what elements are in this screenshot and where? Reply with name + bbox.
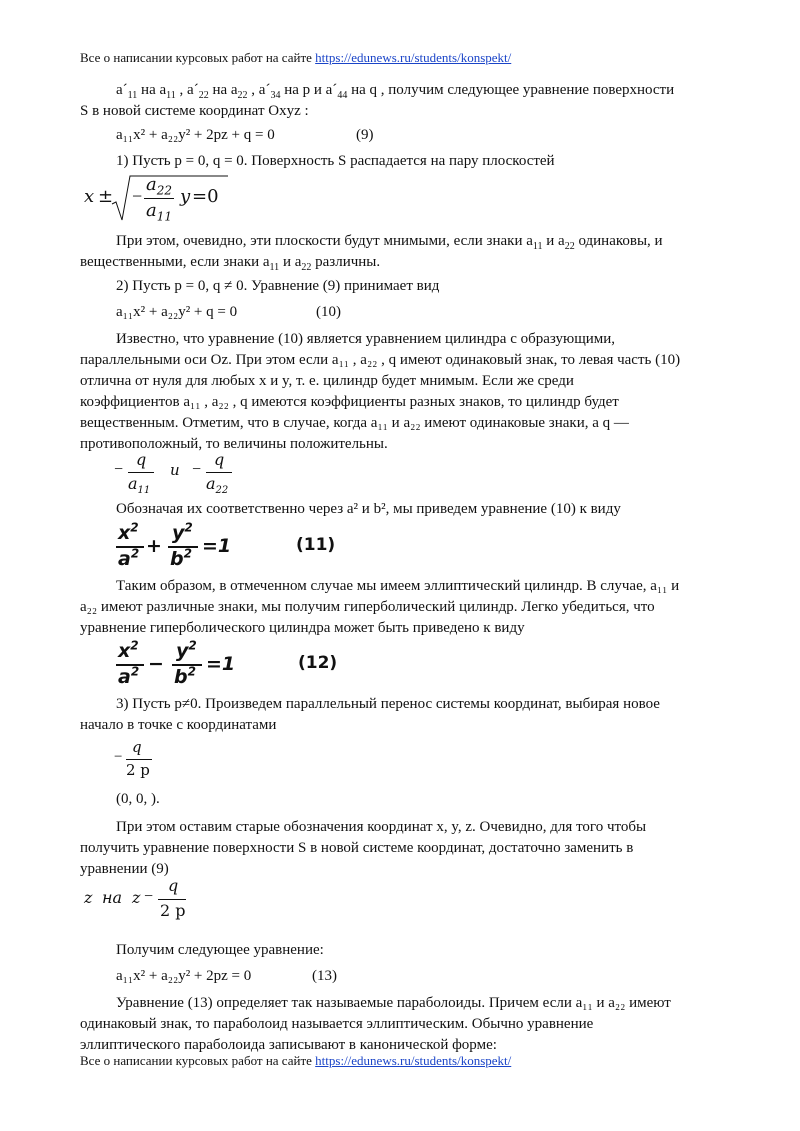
- paragraph-paraboloid-l3: эллиптического параболоида записывают в канонической форме:: [80, 1037, 497, 1053]
- point-coordinates: (0, 0, ).: [116, 791, 160, 807]
- header-link[interactable]: https://edunews.ru/students/konspekt/: [315, 50, 512, 65]
- formula-planes: x ± − $a_{22}$ $a_{11}$ y =0: [80, 174, 250, 224]
- paragraph-paraboloid-l2: одинаковый знак, то параболоид называется эллиптическим. Обычно уравнение: [80, 1016, 594, 1032]
- paragraph-elliptic-l3: уравнение гиперболического цилиндра может быть приведено к виду: [80, 620, 525, 636]
- paragraph-cylinder-l5: вещественным. Отметим, что в случае, когда a₁₁ и a₂₂ имеют одинаковые знаки, а q —: [80, 415, 629, 431]
- paragraph-intro-line2: S в новой системе координат Oxyz :: [80, 103, 309, 119]
- paragraph-cylinder-l1: Известно, что уравнение (10) является уравнением цилиндра с образующими,: [116, 331, 616, 347]
- paragraph-case3-l2: начало в точке с координатами: [80, 717, 277, 733]
- header-text: Все о написании курсовых работ на сайте: [80, 50, 316, 65]
- equation-9: a₁₁x² + a₂₂y² + 2pz + q = 0: [116, 127, 275, 143]
- equation-11: $x^2$ $a^2$ + $y^2$ $b^2$ =1 (11): [118, 520, 336, 570]
- paragraph-cylinder-l3: отлична от нуля для любых x и y, т. е. цилиндр будет мнимым. Если же среди: [80, 373, 574, 389]
- equation-13: a₁₁x² + a₂₂y² + 2pz = 0: [116, 968, 252, 984]
- paragraph-cylinder-l6: противоположный, то величины положительны.: [80, 436, 388, 452]
- equation-13-number: (13): [312, 968, 337, 984]
- paragraph-cylinder-l2: параллельными оси Oz. При этом если a₁₁ , a₂₂ , q имеют одинаковый знак, то левая часть (10): [80, 352, 681, 368]
- case-2-heading: 2) Пусть p = 0, q ≠ 0. Уравнение (9) принимает вид: [116, 278, 440, 294]
- paragraph-intro: $a´_{11}$ на $a_{11}$ , $a´_{22}$ на $a_{22}$ , $a´_{34}$ на p и $a´_{44}$ на q , получим следующее уравнение поверхности: [116, 82, 675, 101]
- page-footer: [80, 1053, 511, 1069]
- equation-12: $x^2$ $a^2$ − $y^2$ $b^2$ =1 (12): [118, 638, 338, 688]
- paragraph-cylinder-l4: коэффициентов a₁₁ , a₂₂ , q имеются коэффициенты разных знаков, то цилиндр будет: [80, 394, 619, 410]
- formula-shift-z: − q 2 p: [112, 738, 172, 784]
- paragraph-obtain: Получим следующее уравнение:: [116, 942, 324, 958]
- formula-quantities: − q $a_{11}$ и − q $a_{22}$: [110, 450, 250, 496]
- footer-link[interactable]: https://edunews.ru/students/konspekt/: [315, 1053, 512, 1068]
- page-header: [80, 50, 511, 66]
- equation-10: a₁₁x² + a₂₂y² + q = 0: [116, 304, 238, 320]
- paragraph-planes: При этом, очевидно, эти плоскости будут мнимыми, если знаки $a_{11}$ и $a_{22}$ одинаковы, и: [116, 233, 663, 252]
- paragraph-case3-l1: 3) Пусть p≠0. Произведем параллельный перенос системы координат, выбирая новое: [116, 696, 660, 712]
- equation-10-number: (10): [316, 304, 341, 320]
- paragraph-elliptic-l1: Таким образом, в отмеченном случае мы имеем эллиптический цилиндр. В случае, a₁₁ и: [116, 578, 680, 594]
- case-1-heading: 1) Пусть p = 0, q = 0. Поверхность S распадается на пару плоскостей: [116, 153, 555, 169]
- formula-substitution: z на z − q 2 p: [84, 876, 186, 920]
- equation-9-number: (9): [356, 127, 374, 143]
- paragraph-replace-l2: получить уравнение поверхности S в новой системе координат, достаточно заменить в: [80, 840, 634, 856]
- paragraph-planes-line2: вещественными, если знаки $a_{11}$ и $a_{22}$ различны.: [80, 254, 381, 273]
- paragraph-paraboloid-l1: Уравнение (13) определяет так называемые параболоиды. Причем если a₁₁ и a₂₂ имеют: [116, 995, 671, 1011]
- paragraph-notation: Обозначая их соответственно через a² и b², мы приведем уравнение (10) к виду: [116, 501, 621, 517]
- footer-text: Все о написании курсовых работ на сайте: [80, 1053, 316, 1068]
- paragraph-replace-l1: При этом оставим старые обозначения координат x, y, z. Очевидно, для того чтобы: [116, 819, 647, 835]
- paragraph-replace-l3: уравнении (9): [80, 861, 169, 877]
- paragraph-elliptic-l2: a₂₂ имеют различные знаки, мы получим гиперболический цилиндр. Легко убедиться, что: [80, 599, 655, 615]
